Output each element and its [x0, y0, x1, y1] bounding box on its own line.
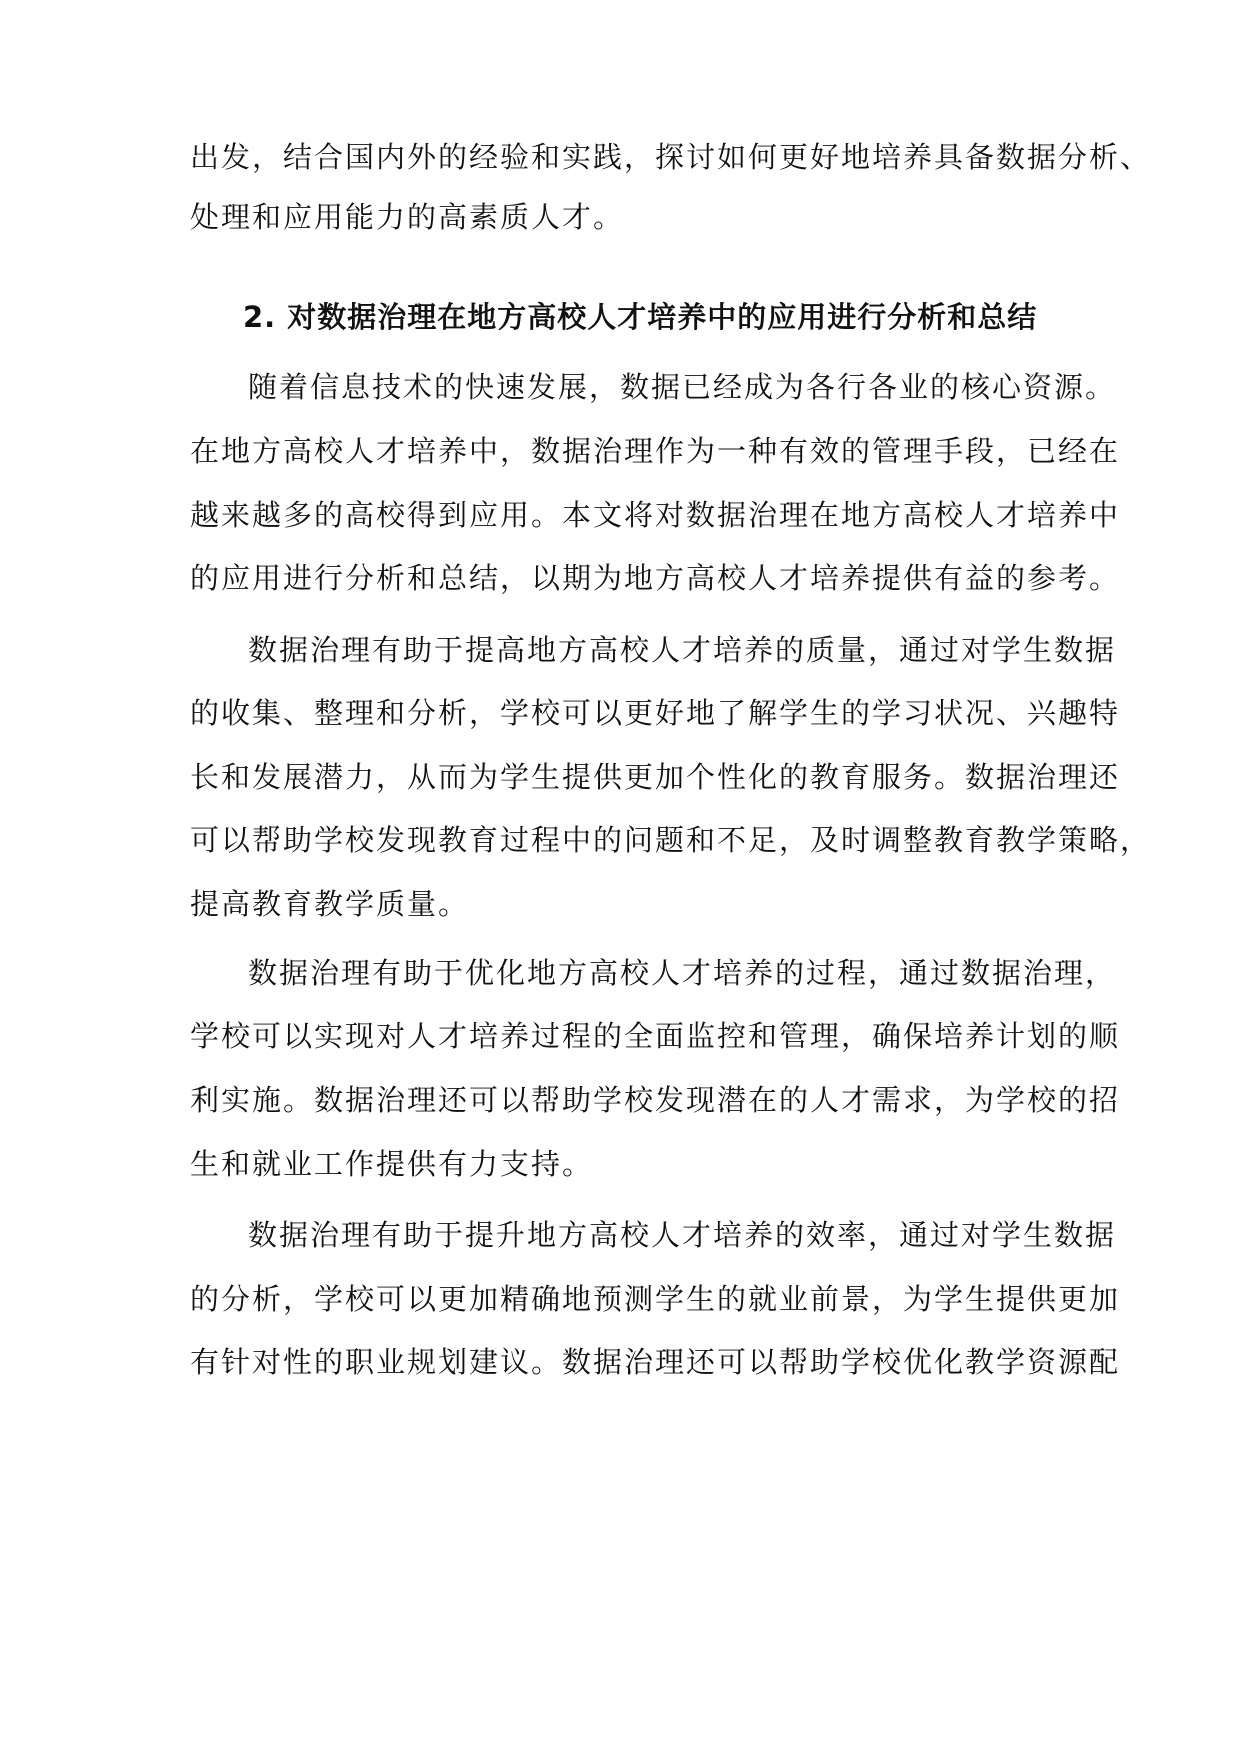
paragraph-3-line-3: 利实施。数据治理还可以帮助学校发现潜在的人才需求，为学校的招	[190, 1083, 1121, 1117]
paragraph-2-line-1: 数据治理有助于提高地方高校人才培养的质量，通过对学生数据	[248, 633, 1117, 667]
paragraph-4-line-3: 有针对性的职业规划建议。数据治理还可以帮助学校优化教学资源配	[190, 1345, 1121, 1379]
intro-line-2: 处理和应用能力的高素质人才。	[190, 200, 625, 234]
paragraph-4-line-1: 数据治理有助于提升地方高校人才培养的效率，通过对学生数据	[248, 1218, 1117, 1252]
paragraph-2-line-4: 可以帮助学校发现教育过程中的问题和不足，及时调整教育教学策略，	[190, 823, 1152, 857]
paragraph-4-line-2: 的分析，学校可以更加精确地预测学生的就业前景，为学生提供更加	[190, 1282, 1121, 1316]
intro-line-1: 出发，结合国内外的经验和实践，探讨如何更好地培养具备数据分析、	[190, 140, 1152, 174]
paragraph-1-line-2: 在地方高校人才培养中，数据治理作为一种有效的管理手段，已经在	[190, 434, 1121, 468]
paragraph-2-line-3: 长和发展潜力，从而为学生提供更加个性化的教育服务。数据治理还	[190, 760, 1121, 794]
paragraph-1-line-4: 的应用进行分析和总结，以期为地方高校人才培养提供有益的参考。	[190, 561, 1121, 595]
paragraph-2-line-5: 提高教育教学质量。	[190, 887, 470, 921]
paragraph-2-line-2: 的收集、整理和分析，学校可以更好地了解学生的学习状况、兴趣特	[190, 696, 1121, 730]
section-heading: 2. 对数据治理在地方高校人才培养中的应用进行分析和总结	[243, 300, 1038, 334]
paragraph-1-line-1: 随着信息技术的快速发展，数据已经成为各行各业的核心资源。	[248, 370, 1117, 404]
paragraph-3-line-2: 学校可以实现对人才培养过程的全面监控和管理，确保培养计划的顺	[190, 1019, 1121, 1053]
paragraph-3-line-4: 生和就业工作提供有力支持。	[190, 1147, 594, 1181]
paragraph-3-line-1: 数据治理有助于优化地方高校人才培养的过程，通过数据治理，	[248, 956, 1117, 990]
paragraph-1-line-3: 越来越多的高校得到应用。本文将对数据治理在地方高校人才培养中	[190, 498, 1121, 532]
